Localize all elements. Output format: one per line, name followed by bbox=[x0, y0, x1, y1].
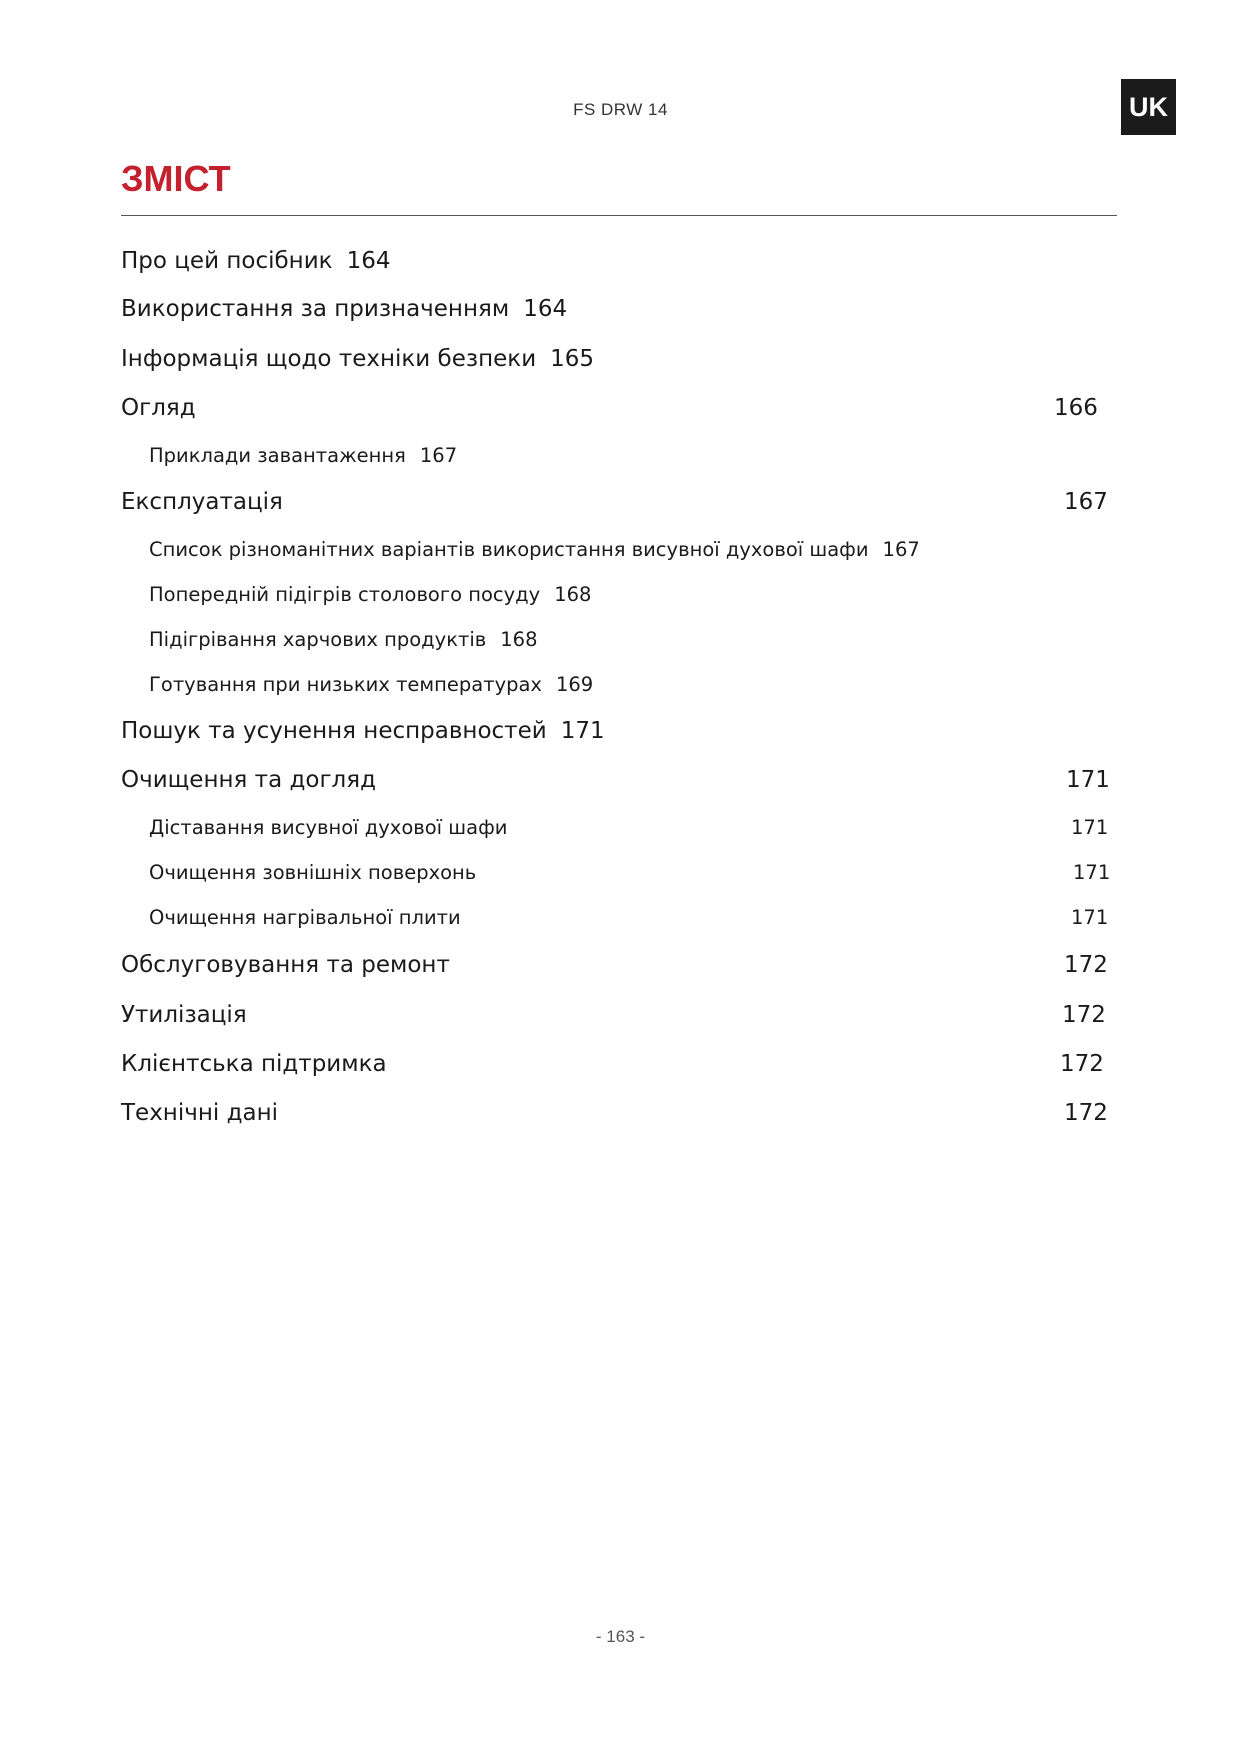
toc-entry-page: 168 bbox=[500, 628, 538, 651]
toc-entry bbox=[149, 628, 537, 651]
toc-entry bbox=[121, 395, 196, 421]
toc-entry-page: 172 bbox=[1060, 1051, 1104, 1077]
toc-entry-page: 167 bbox=[882, 538, 920, 561]
toc-entry-page: 164 bbox=[346, 248, 391, 274]
toc-entry-page: 167 bbox=[1064, 489, 1108, 515]
toc-entry-label: Готування при низьких температурах bbox=[149, 673, 542, 696]
toc-entry-page: 171 bbox=[1071, 816, 1109, 839]
toc-entry bbox=[121, 767, 376, 793]
toc-entry-page: 171 bbox=[1071, 906, 1109, 929]
toc-entry-label: Використання за призначенням bbox=[121, 296, 510, 322]
toc-entry-page: 171 bbox=[1073, 861, 1111, 884]
toc-entry-page: 171 bbox=[560, 718, 605, 744]
toc-entry-label: Діставання висувної духової шафи bbox=[149, 816, 508, 839]
toc-entry bbox=[149, 906, 461, 929]
toc-entry-label: Пошук та усунення несправностей bbox=[121, 718, 547, 744]
toc-entry-label: Список різноманітних варіантів використання висувної духової шафи bbox=[149, 538, 869, 561]
toc-entry-label: Підігрівання харчових продуктів bbox=[149, 628, 487, 651]
toc-entry-label: Обслуговування та ремонт bbox=[121, 952, 450, 978]
toc-entry bbox=[121, 248, 390, 274]
toc-entry-label: Про цей посібник bbox=[121, 248, 333, 274]
toc-entry bbox=[121, 346, 594, 372]
toc-entry-label: Огляд bbox=[121, 395, 196, 421]
toc-entry-page: 167 bbox=[419, 444, 458, 467]
page-title: ЗМІСТ bbox=[121, 158, 231, 199]
toc-entry bbox=[149, 861, 476, 884]
toc-entry-label: Експлуатація bbox=[121, 489, 283, 515]
toc-entry-label: Приклади завантаження bbox=[149, 444, 406, 467]
toc-entry-page: 164 bbox=[523, 296, 568, 322]
toc-entry-page: 166 bbox=[1054, 395, 1098, 421]
toc-entry-label: Інформація щодо техніки безпеки bbox=[121, 346, 537, 372]
toc-entry-page: 172 bbox=[1064, 952, 1108, 978]
toc-entry-label: Очищення зовнішніх поверхонь bbox=[149, 861, 477, 884]
toc-entry-page: 171 bbox=[1066, 767, 1110, 793]
toc-entry-page: 169 bbox=[555, 673, 594, 696]
toc-entry bbox=[149, 538, 920, 561]
page-number: - 163 - bbox=[595, 1627, 646, 1646]
toc-entry bbox=[121, 1100, 278, 1126]
toc-entry bbox=[121, 1051, 387, 1077]
toc-entry-label: Клієнтська підтримка bbox=[121, 1051, 387, 1077]
toc-entry bbox=[149, 816, 507, 839]
toc-entry-label: Очищення та догляд bbox=[121, 767, 376, 793]
toc-entry-label: Попередній підігрів столового посуду bbox=[149, 583, 541, 606]
toc-entry-page: 172 bbox=[1062, 1002, 1106, 1028]
model-name: FS DRW 14 bbox=[573, 100, 668, 119]
toc-entry-page: 165 bbox=[550, 346, 595, 372]
language-badge: UK bbox=[1121, 79, 1176, 135]
toc-entry bbox=[121, 952, 450, 978]
toc-entry bbox=[149, 444, 457, 467]
toc-entry-label: Очищення нагрівальної плити bbox=[149, 906, 461, 929]
toc-entry-page: 168 bbox=[554, 583, 592, 606]
toc-entry bbox=[121, 1002, 247, 1028]
toc-entry bbox=[149, 673, 593, 696]
toc-entry-label: Технічні дані bbox=[121, 1100, 278, 1126]
toc-entry bbox=[121, 489, 283, 515]
toc-entry bbox=[149, 583, 591, 606]
toc-entry-page: 172 bbox=[1064, 1100, 1108, 1126]
toc-entry bbox=[121, 718, 605, 744]
toc-entry bbox=[121, 296, 567, 322]
toc-entry-label: Утилізація bbox=[121, 1002, 247, 1028]
